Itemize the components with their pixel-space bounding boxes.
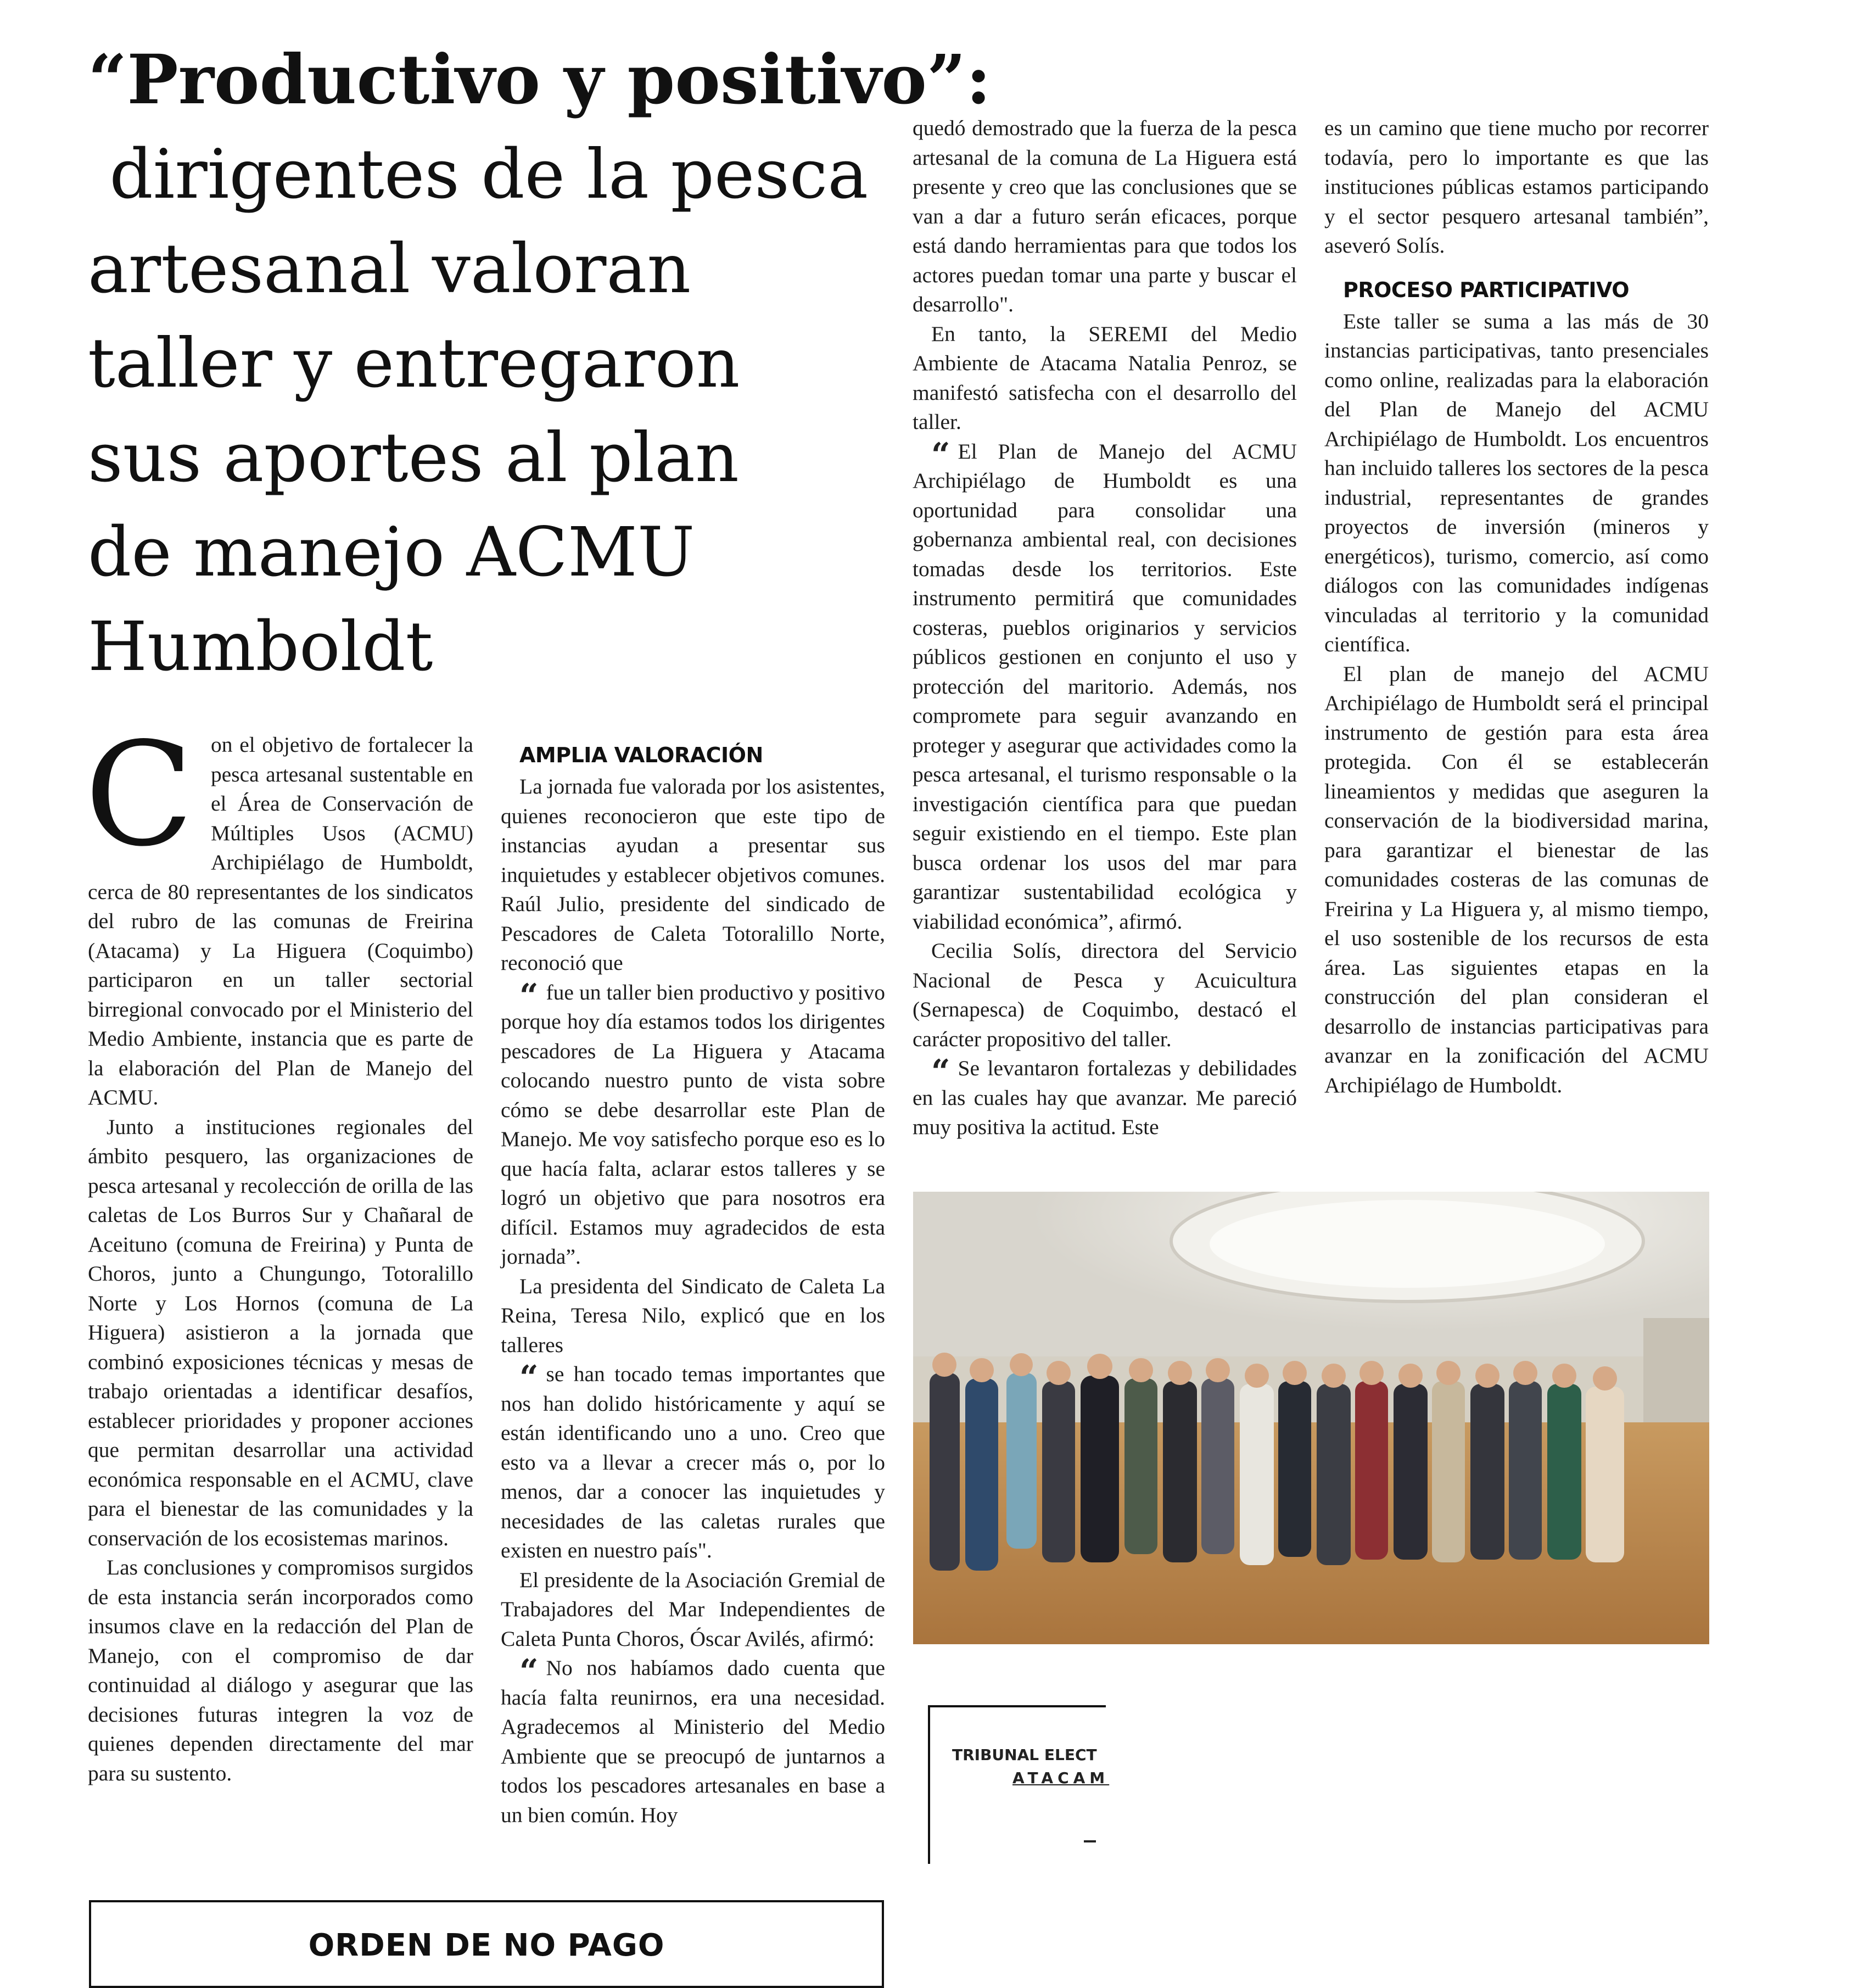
quote-text: fue un taller bien productivo y positivo porque hoy día estamos todos los dirigentes pescadores de La Higuera y Atacama colocando nuestro punto de vista sobre cómo se debe desarrollar este Plan de Manejo. Me voy satisfecho porque eso es lo que hacía falta, aclarar estos talleres y se logró un objetivo que para nosotros era difícil. Estamos muy agradecidos de esta jornada”. — [501, 980, 885, 1269]
quote-paragraph — [501, 1654, 885, 1830]
quote-mark-icon: “ — [931, 435, 950, 474]
tribunal-ad-title: TRIBUNAL ELECT — [952, 1746, 1097, 1764]
section-heading: PROCESO PARTICIPATIVO — [1343, 277, 1629, 302]
headline — [88, 33, 992, 694]
headline-lead: “Productivo y positivo”: — [88, 40, 992, 120]
quote-paragraph — [501, 1360, 885, 1566]
paragraph: El plan de manejo del ACMU Archipiélago de Humboldt será el principal instrumento de gestión para esta área protegida. Con él se establecerán lineamientos y medidas que aseguren la conservación de la biodiversidad marina, para garantizar el bienestar de las comunidades costeras de las comunas de Freirina y La Higuera y, al mismo tiempo, el uso sostenible de los recursos de esta área. Las siguientes etapas en la construcción del plan consideran el desarrollo de instancias participativas para avanzar en la zonificación del ACMU Archipiélago de Humboldt. — [1324, 661, 1709, 1097]
paragraph: En tanto, la SEREMI del Medio Ambiente de Atacama Natalia Penroz, se manifestó satisfecha con el desarrollo del taller. — [913, 321, 1297, 434]
paragraph: Junto a instituciones regionales del ámbito pesquero, las organizaciones de pesca artesanal y recolección de orilla de las caletas de Los Burros Sur y Chañaral de Aceituno (comuna de Freirina) y Punta de Choros, junto a Chungungo, Totoralillo Norte y Los Hornos (comuna de La Higuera) asistieron a la jornada que combinó exposiciones técnicas y mesas de trabajo orientadas a identificar desafíos, establecer prioridades y proponer acciones que permitan desarrollar una actividad económica responsable en el ACMU, clave para el bienestar de las comunidades y la conservación de los ecosistemas marinos. — [88, 1114, 473, 1550]
orden-no-pago-ad — [89, 1900, 884, 1988]
drop-cap: C — [85, 712, 194, 878]
headline-line: de manejo ACMU — [88, 513, 695, 592]
article-column-3 — [913, 114, 1297, 1142]
quote-text: Se levantaron fortalezas y debilidades en las cuales hay que avanzar. Me pareció muy positiva la actitud. Este — [913, 1056, 1297, 1139]
headline-line: artesanal valoran — [88, 230, 691, 309]
tribunal-ad-subtitle: ATACAM — [1012, 1769, 1110, 1787]
quote-mark-icon: “ — [931, 1053, 950, 1091]
article-column-4 — [1324, 114, 1709, 1100]
group-photo — [913, 1192, 1709, 1644]
headline-line: dirigentes de la pesca — [88, 135, 869, 214]
article-column-2 — [501, 736, 885, 1830]
quote-paragraph — [913, 437, 1297, 937]
group-photo-illustration — [913, 1192, 1709, 1644]
headline-line: sus aportes al plan — [88, 418, 739, 498]
paragraph: Cecilia Solís, directora del Servicio Nacional de Pesca y Acuicultura (Sernapesca) de Coquimbo, destacó el carácter propositivo del taller. — [913, 939, 1297, 1051]
paragraph: on el objetivo de fortalecer la pesca artesanal sustentable en el Área de Conservación de Múltiples Usos (ACMU) Archipiélago de Humboldt, cerca de 80 representantes de los sindicatos del rubro de las comunas de Freirina (Atacama) y La Higuera (Coquimbo) participaron en un taller sectorial birregional convocado por el Ministerio del Medio Ambiente, instancia que es parte de la elaboración del Plan de Manejo del ACMU. — [88, 733, 473, 1109]
article-column-1 — [85, 712, 473, 1788]
paragraph: Las conclusiones y compromisos surgidos de esta instancia serán incorporados como insumos clave en la redacción del Plan de Manejo, con el compromiso de dar continuidad al diálogo y asegurar que las decisiones futuras integren la voz de quienes dependen directamente del mar para su sustento. — [88, 1555, 473, 1785]
paragraph: El presidente de la Asociación Gremial de Trabajadores del Mar Independientes de Caleta Punta Choros, Óscar Avilés, afirmó: — [501, 1567, 885, 1651]
paragraph: La jornada fue valorada por los asistentes, quienes reconocieron que este tipo de instancias ayudan a presentar sus inquietudes y establecer objetivos comunes. Raúl Julio, presidente del sindicado de Pescadores de Caleta Totoralillo Norte, reconoció que — [501, 774, 885, 975]
quote-text: se han tocado temas importantes que nos han dolido históricamente y aquí se están identificando uno a uno. Creo que esto va a llevar a crecer más o, por lo menos, dar a conocer las inquietudes y necesidades de las caletas rurales que existen en nuestro país". — [501, 1362, 885, 1562]
headline-line: taller y entregaron — [88, 324, 740, 403]
paragraph: es un camino que tiene mucho por recorrer todavía, pero lo importante es que las instituciones públicas estamos participando y el sector pesquero artesanal también”, aseveró Solís. — [1324, 116, 1709, 258]
divider — [1084, 1840, 1096, 1842]
paragraph: La presidenta del Sindicato de Caleta La Reina, Teresa Nilo, explicó que en los talleres — [501, 1274, 885, 1357]
quote-text: El Plan de Manejo del ACMU Archipiélago de Humboldt es una oportunidad para consolidar una gobernanza ambiental real, con decisiones tomadas desde los territorios. Este instrumento permitirá que comunidades costeras, pueblos originarios y servicios públicos gestionen en conjunto el uso y protección del maritorio. Además, nos compromete para seguir avanzando en proteger y asegurar que actividades como la pesca artesanal, el turismo responsable o la investigación científica para que puedan seguir existiendo en el tiempo. Este plan busca ordenar los usos del mar para garantizar sustentabilidad ecológica y viabilidad económica”, afirmó. — [913, 439, 1297, 934]
section-heading: AMPLIA VALORACIÓN — [519, 743, 763, 767]
orden-no-pago-title: ORDEN DE NO PAGO — [308, 1928, 665, 1963]
paragraph: quedó demostrado que la fuerza de la pesca artesanal de la comuna de La Higuera está presente y creo que las conclusiones que se van a dar a futuro serán eficaces, porque está dando herramientas para que todos los actores puedan tomar una parte y buscar el desarrollo". — [913, 116, 1297, 316]
tribunal-ad — [928, 1705, 1110, 1864]
headline-line: Humboldt — [88, 607, 433, 686]
quote-paragraph — [501, 978, 885, 1272]
quote-text: No nos habíamos dado cuenta que hacía falta reunirnos, era una necesidad. Agradecemos al Ministerio del Medio Ambiente que se preocupó de juntarnos a todos los pescadores artesanales en base a un bien común. Hoy — [501, 1656, 885, 1827]
paragraph: Este taller se suma a las más de 30 instancias participativas, tanto presenciales como online, realizadas para la elaboración del Plan de Manejo del ACMU Archipiélago de Humboldt. Los encuentros han incluido talleres los sectores de la pesca industrial, representantes de grandes proyectos de inversión (mineros y energéticos), turismo, comercio, así como diálogos con las comunidades indígenas vinculadas al territorio y la comunidad científica. — [1324, 309, 1709, 656]
quote-paragraph — [913, 1054, 1297, 1142]
quote-mark-icon: “ — [519, 1359, 539, 1397]
quote-mark-icon: “ — [519, 1652, 539, 1691]
quote-mark-icon: “ — [519, 976, 539, 1015]
